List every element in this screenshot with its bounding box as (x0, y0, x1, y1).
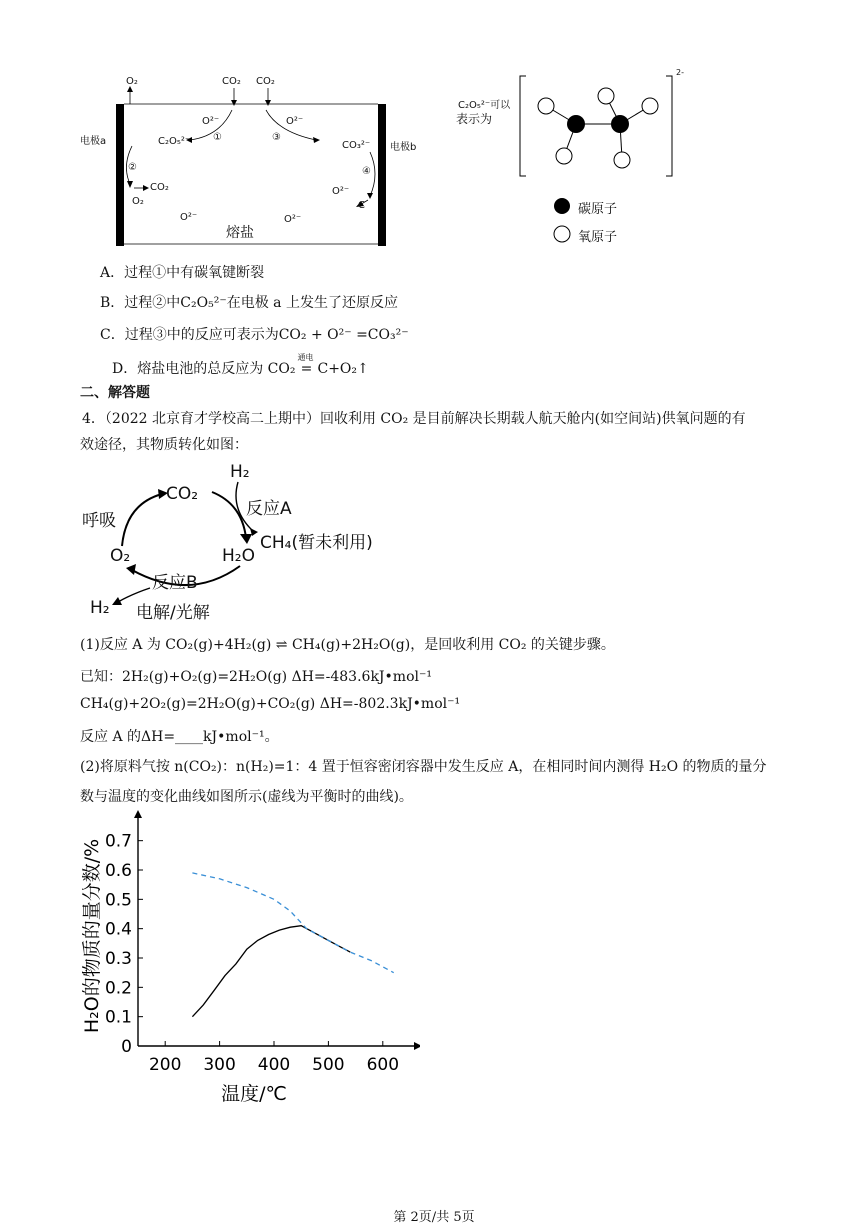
equilibrium-curve (192, 873, 393, 973)
q4-line-2: 效途径，其物质转化如图： (80, 437, 248, 453)
c2o5-label: C₂O₅²⁻ (158, 136, 191, 147)
co2-top-label-2: CO₂ (256, 76, 275, 87)
option-b-pre: B．过程②中 (100, 295, 181, 311)
y-tick-label: 0.5 (104, 890, 132, 911)
x-axis-label: 温度/℃ (221, 1083, 287, 1105)
y-tick-label: 0.3 (104, 949, 132, 969)
option-b (100, 292, 398, 312)
part1-line-3: CH₄(g)+2O₂(g)=2H₂O(g)+CO₂(g) ΔH=-802.3kJ•mol⁻¹ (80, 696, 461, 712)
part1-line-1: (1)反应 A 为 CO₂(g)+4H₂(g) ⇌ CH₄(g)+2H₂O(g)，是回收利用 CO₂ 的关键步骤。 (80, 637, 615, 653)
co3-label: CO₃²⁻ (342, 140, 371, 151)
x-tick-label: 200 (148, 1055, 182, 1075)
structure-caption-2: 表示为 (456, 112, 493, 126)
structure-diagram (452, 68, 692, 248)
part2-line-1: (2)将原料气按 n(CO₂)：n(H₂)=1：4 置于恒容密闭容器中发生反应 A，在相同时间内测得 H₂O 的物质的量分 (80, 759, 767, 775)
y-tick-label: 0 (121, 1037, 132, 1057)
cycle-o2: O₂ (110, 546, 131, 566)
part1-line-2: 已知：2H₂(g)+O₂(g)=2H₂O(g) ΔH=-483.6kJ•mol⁻¹ (80, 669, 432, 685)
o2m-bottom-label-2: O²⁻ (284, 214, 302, 225)
page-footer: 第 2页/共 5页 (393, 1210, 475, 1225)
structure-charge: 2- (676, 68, 684, 77)
x-tick-label: 300 (203, 1055, 236, 1075)
section-title: 二、解答题 (80, 385, 150, 401)
part2-line-2: 数与温度的变化曲线如图所示(虚线为平衡时的曲线)。 (80, 789, 413, 805)
step-1-label: ① (213, 132, 222, 143)
x-tick-label: 400 (257, 1055, 291, 1075)
y-tick-label: 0.4 (104, 919, 132, 940)
cell-diagram (80, 70, 440, 250)
step-3-label: ③ (272, 132, 281, 143)
chart-svg (80, 808, 420, 1108)
part1-line-4: 反应 A 的ΔH=____kJ•mol⁻¹。 (80, 729, 279, 745)
o2-left-label: O₂ (132, 196, 144, 207)
cycle-reaction-b: 反应B (152, 573, 198, 593)
option-d-condition: 通电 (297, 353, 314, 362)
y-axis-arrow (134, 810, 142, 818)
co2-left-label: CO₂ (150, 182, 169, 193)
option-a: A．过程①中有碳氧键断裂 (100, 265, 265, 281)
option-d-pre: D．熔盐电池的总反应为 CO₂ (112, 361, 296, 377)
y-tick-label: 0.2 (104, 978, 132, 999)
y-axis-label: H₂O的物质的量分数/% (81, 838, 103, 1034)
cycle-h2o: H₂O (222, 546, 255, 566)
x-tick-label: 500 (312, 1055, 345, 1075)
o2m-label-2: O²⁻ (286, 116, 304, 127)
molten-salt-label: 熔盐 (226, 225, 254, 241)
y-tick-label: 0.6 (104, 861, 132, 881)
option-d: D．熔盐电池的总反应为 CO₂ 通电 = C+O₂↑ (112, 353, 369, 377)
electrode-a-bar (116, 104, 124, 246)
option-c (100, 324, 409, 344)
o2m-bottom-label-1: O²⁻ (180, 212, 198, 223)
option-c-pre: C．过程③中的反应可表示为 (100, 327, 279, 343)
cycle-diagram (80, 456, 420, 626)
cycle-breath: 呼吸 (82, 511, 116, 531)
h2o-fraction-chart (80, 808, 420, 1108)
cycle-electrolysis: 电解/光解 (136, 603, 210, 623)
y-tick-label: 0.7 (104, 831, 132, 852)
o2m-label-1: O²⁻ (202, 116, 220, 127)
co2-top-label-1: CO₂ (222, 76, 241, 87)
step-4-label: ④ (362, 166, 371, 177)
cycle-h2-bottom: H₂ (90, 598, 110, 618)
structure-svg (516, 68, 686, 188)
electrode-a-label: 电极a (80, 136, 107, 147)
x-tick-label: 600 (366, 1055, 400, 1075)
x-axis-arrow (414, 1042, 420, 1050)
step-2-label: ② (128, 162, 137, 173)
legend-svg (552, 196, 576, 246)
cycle-h2-top: H₂ (230, 462, 250, 482)
y-tick-label: 0.1 (104, 1007, 132, 1028)
q4-line-1: 4．（2022 北京育才学校高二上期中）回收利用 CO₂ 是目前解决长期载人航天舱内(如空间站)供氧问题的有 (82, 411, 746, 427)
option-b-post: 在电极 a 上发生了还原反应 (226, 295, 398, 311)
option-b-ion: C₂O₅²⁻ (180, 295, 227, 311)
option-c-eq: CO₂ + O²⁻ =CO₃²⁻ (278, 327, 409, 343)
o2m-right-label: O²⁻ (332, 186, 350, 197)
cycle-co2: CO₂ (166, 484, 199, 504)
o2-top-label: O₂ (126, 76, 138, 87)
electrode-b-label: 电极b (390, 142, 417, 153)
legend-carbon: 碳原子 (578, 202, 618, 217)
option-d-post: C+O₂↑ (317, 361, 369, 377)
cycle-reaction-a: 反应A (246, 499, 292, 519)
measured-curve (192, 926, 350, 1017)
cycle-ch4: CH₄(暂未利用) (260, 533, 373, 553)
c-right-label: C (358, 200, 365, 211)
legend-oxygen: 氧原子 (578, 230, 618, 245)
structure-caption-1: C₂O₅²⁻可以 (458, 100, 511, 111)
cell-svg (80, 70, 440, 250)
electrode-b-bar (378, 104, 386, 246)
